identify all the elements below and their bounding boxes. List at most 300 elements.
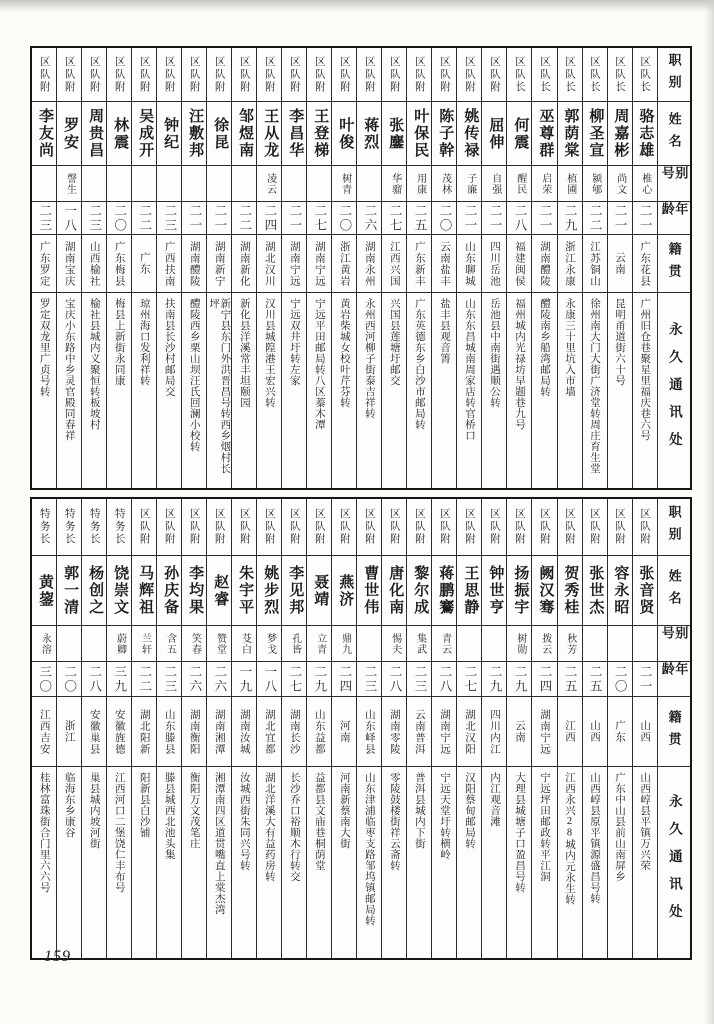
address-cell: 福州城内光禄坊早题巷九号 [513,298,525,430]
person-column [532,499,557,958]
origin-cell: 山东滕县 [157,697,181,767]
age-cell: 二二 [232,202,256,235]
alias-cell: 拨云 [532,626,556,662]
address-cell: 榆社县城内义聚恒转板坡村 [88,298,100,430]
origin-cell: 江西 [558,697,582,767]
rank-cell: 区队附 [633,499,657,556]
origin-cell: 山西 [583,697,607,767]
address-cell: 宁远平田邮局转八区蓁木潭 [313,298,325,430]
rank-cell: 区队附 [257,499,281,556]
alias-cell [482,626,506,662]
origin-cell: 浙江黄岩 [332,235,356,293]
age-cell: 二三 [407,662,431,697]
person-column [282,499,307,958]
age-cell: 二七 [307,202,331,235]
origin-cell: 河南 [332,697,356,767]
alias-cell: 华骝 [382,166,406,202]
rank-cell: 区队附 [207,499,231,556]
name-cell: 黎尔成 [407,556,431,626]
person-column [57,48,82,488]
person-column [608,499,633,958]
age-cell: 二七 [382,202,406,235]
address-cell: 永州西河柳子街泰吉祥转 [363,298,375,419]
rank-cell: 区队附 [407,499,431,556]
alias-cell: 颍郇 [583,166,607,202]
person-column [57,499,82,958]
name-cell: 蒋鹏鶱 [432,556,456,626]
origin-cell: 湖北汉川 [257,235,281,293]
person-column [507,499,532,958]
age-cell: 二〇 [107,202,131,235]
rank-cell: 区队长 [608,48,632,102]
name-cell: 曹世伟 [357,556,381,626]
age-cell: 二三 [32,202,56,235]
age-cell: 二一 [608,202,632,235]
address-cell: 琼州海口发利祥转 [138,298,150,386]
alias-cell [282,166,306,202]
header-origin-label: 籍贯 [658,697,690,767]
name-cell: 叶俊 [332,102,356,166]
alias-cell: 自强 [482,166,506,202]
age-cell: 二三 [357,662,381,697]
age-cell: 二一 [482,202,506,235]
name-cell: 李见邦 [282,556,306,626]
person-column [432,499,457,958]
age-cell: 二九 [507,662,531,697]
alias-cell [157,166,181,202]
rank-cell: 区队附 [432,48,456,102]
person-column [407,48,432,488]
name-cell: 汪敷邦 [182,102,206,166]
age-cell: 二二 [132,202,156,235]
scan-edge-right [704,0,714,1024]
name-cell: 朱宇平 [232,556,256,626]
origin-cell: 山西 [633,697,657,767]
name-cell: 屈伸 [482,102,506,166]
rank-cell: 区队附 [182,48,206,102]
alias-cell: 秋芳 [558,626,582,662]
alias-cell: 尚文 [608,166,632,202]
age-cell: 二八 [507,202,531,235]
age-cell: 二三 [82,202,106,235]
address-cell: 宁远坪田邮政转平江洞 [539,772,550,882]
rank-cell: 特务长 [32,499,56,556]
alias-cell: 謦生 [57,166,81,202]
name-cell: 钟世亨 [482,556,506,626]
name-cell: 钟纪 [157,102,181,166]
rank-cell: 特务长 [82,499,106,556]
name-cell: 王登梯 [307,102,331,166]
alias-cell: 兰轩 [132,626,156,662]
alias-cell: 树勋 [507,626,531,662]
alias-cell [82,166,106,202]
name-cell: 张鏖 [382,102,406,166]
rank-cell: 区队附 [282,499,306,556]
origin-cell: 山东聊城 [457,235,481,293]
alias-cell: 茂林 [432,166,456,202]
name-cell: 何震 [507,102,531,166]
age-cell: 二二 [132,662,156,697]
address-cell: 兴国县莲塘圩邮交 [388,298,400,386]
address-cell: 广州旧仓巷聚星里福庆巷六号 [639,298,651,441]
alias-cell [608,626,632,662]
alias-cell [107,166,131,202]
alias-cell [307,166,331,202]
age-cell: 二一 [207,202,231,235]
rank-cell: 区队附 [608,499,632,556]
age-cell: 二八 [82,662,106,697]
address-cell: 山东津浦临枣支路邹坞镇邮局转 [363,772,375,926]
origin-cell: 四川内江 [482,697,506,767]
origin-cell: 湖南汝城 [232,697,256,767]
name-cell: 黄鋆 [32,556,56,626]
origin-cell: 湖南永州 [357,235,381,293]
age-cell: 二九 [482,662,506,697]
rank-cell: 特务长 [107,499,131,556]
age-cell: 三九 [107,662,131,697]
header-address-label: 永久通讯处 [666,794,682,932]
person-column [633,499,658,958]
age-cell: 二六 [182,662,206,697]
header-address-label: 永久通讯处 [666,322,682,460]
alias-cell: 惕夫 [382,626,406,662]
name-cell: 柳圣宣 [583,102,607,166]
address-cell: 扶南县长沙村邮局交 [163,298,175,397]
address-cell: 桂林富珠街合门里六六号 [38,772,50,893]
address-cell: 零陵鼓楼街祥云斋转 [388,772,400,871]
origin-cell: 云南 [507,697,531,767]
age-cell: 二六 [207,662,231,697]
person-column [482,48,507,488]
name-cell: 骆志雄 [633,102,657,166]
rank-cell: 区队附 [132,48,156,102]
name-cell: 郭荫棠 [558,102,582,166]
name-cell: 贺秀桂 [558,556,582,626]
rank-cell: 区队附 [457,499,481,556]
rank-cell: 区队附 [207,48,231,102]
person-column [257,499,282,958]
alias-cell [57,626,81,662]
alias-cell [583,626,607,662]
address-cell: 宁远双井圩转左家 [288,298,300,386]
person-column [82,499,107,958]
rank-cell: 区队附 [482,48,506,102]
person-column [532,48,557,488]
alias-cell: 树青 [332,166,356,202]
person-column [182,499,207,958]
age-cell: 二一 [633,202,657,235]
origin-cell: 湖南宁远 [307,235,331,293]
origin-cell: 湖南新宁 [207,235,231,293]
person-column [107,48,132,488]
address-cell: 醴陵西乡栗山坝汪氏回澜小校转 [188,298,200,452]
origin-cell: 山东益都 [307,697,331,767]
person-column [32,48,57,488]
person-column [207,48,232,488]
age-cell: 二五 [407,202,431,235]
address-cell: 普洱县城内下街 [413,772,425,849]
name-cell: 阙汉骞 [532,556,556,626]
age-cell: 二九 [307,662,331,697]
address-cell: 衡阳万文茂笔庄 [188,772,200,849]
person-column [382,48,407,488]
name-cell: 徐昆 [207,102,231,166]
rank-cell: 区队附 [307,48,331,102]
age-cell: 二〇 [608,662,632,697]
rank-cell: 区队附 [332,48,356,102]
roster-table-lower [30,497,692,960]
alias-cell: 永溶 [32,626,56,662]
header-name-label: 姓名 [658,556,690,626]
age-cell: 二一 [282,202,306,235]
address-cell: 湖北洋溪大有益药房转 [263,772,275,882]
age-cell: 三〇 [32,662,56,697]
rank-cell: 区队长 [583,48,607,102]
origin-cell: 安徽旌德 [107,697,131,767]
address-cell: 昆明甬道街六十号 [614,298,626,386]
rank-cell: 区队附 [157,499,181,556]
address-cell: 新化县洋溪常丰坦颐园 [238,298,250,408]
alias-cell [182,166,206,202]
address-cell: 内江观音滩 [488,772,500,827]
origin-cell: 广东花县 [633,235,657,293]
header-age-label: 年龄 [658,202,690,235]
scan-edge-top [0,0,714,12]
rank-cell: 区队附 [32,48,56,102]
rank-cell: 区队附 [432,499,456,556]
origin-cell: 云南盐丰 [432,235,456,293]
name-cell: 燕济 [332,556,356,626]
age-cell: 二七 [282,662,306,697]
address-cell: 山西崞县原平镇源盛昌号转 [589,772,601,904]
origin-cell: 江苏铜山 [583,235,607,293]
person-column [558,499,583,958]
age-cell: 二九 [558,202,582,235]
alias-cell [633,626,657,662]
header-age-label: 年龄 [658,662,690,697]
name-cell: 扬振宇 [507,556,531,626]
name-cell: 郭一清 [57,556,81,626]
origin-cell: 湖南宁远 [532,697,556,767]
rank-cell: 区队附 [507,499,531,556]
roster-table-upper [30,46,692,490]
origin-cell: 云南 [608,235,632,293]
age-cell: 二八 [432,662,456,697]
name-cell: 林震 [107,102,131,166]
age-cell: 二四 [532,662,556,697]
origin-cell: 湖南新化 [232,235,256,293]
address-cell: 汉川县城隍港王宏兴转 [263,298,275,408]
person-column [583,499,608,958]
rank-cell: 区队附 [232,499,256,556]
rank-cell: 区队附 [132,499,156,556]
origin-cell: 安徽巢县 [82,697,106,767]
person-column [357,48,382,488]
rank-cell: 区队附 [482,499,506,556]
person-column [558,48,583,488]
age-cell: 二四 [257,202,281,235]
address-cell: 广东中山县前山南屏乡 [614,772,626,882]
rank-cell: 区队附 [457,48,481,102]
page-number: 159 [44,948,71,965]
origin-cell: 山西榆社 [82,235,106,293]
origin-cell: 湖北汉阳 [457,697,481,767]
person-column [232,499,257,958]
rank-cell: 区队附 [57,48,81,102]
address-cell: 罗定双龙里广贞号转 [38,298,50,397]
alias-cell: 集武 [407,626,431,662]
alias-cell [357,626,381,662]
alias-cell [357,166,381,202]
origin-cell: 湖北宜都 [257,697,281,767]
address-cell: 滕县城西北池头集 [163,772,175,860]
address-cell: 河南新蔡南大街 [338,772,350,849]
origin-cell: 广东 [132,235,156,293]
address-cell: 广东英德东乡白沙市邮局转 [413,298,425,430]
age-cell: 二一 [633,662,657,697]
rank-cell: 区队附 [407,48,431,102]
rank-cell: 区队附 [82,48,106,102]
person-column [457,48,482,488]
alias-cell: 笑春 [182,626,206,662]
origin-cell: 湖南衡阳 [182,697,206,767]
age-cell: 二三 [157,202,181,235]
address-cell: 汉阳蔡甸邮局转 [463,772,475,849]
name-cell: 姚步烈 [257,556,281,626]
rank-cell: 特务长 [57,499,81,556]
name-cell: 容永昭 [608,556,632,626]
address-cell: 临海东乡康谷 [63,772,75,838]
origin-cell: 湖南湘潭 [207,697,231,767]
origin-cell: 四川岳池 [482,235,506,293]
person-column [332,499,357,958]
person-column [382,499,407,958]
address-cell: 盐丰县观音箐 [438,298,450,364]
person-column [182,48,207,488]
age-cell: 二四 [332,662,356,697]
age-cell: 二五 [558,662,582,697]
person-column [132,499,157,958]
name-cell: 王思静 [457,556,481,626]
age-cell: 二一 [457,202,481,235]
alias-cell: 凌云 [257,166,281,202]
origin-cell: 湖南宝庆 [57,235,81,293]
rank-cell: 区队附 [332,499,356,556]
alias-cell [207,166,231,202]
age-cell: 一八 [57,202,81,235]
address-cell: 山西崞县平镇万兴荣 [639,772,651,871]
alias-cell: 芟白 [232,626,256,662]
person-column [482,499,507,958]
address-cell: 江西河口二堡饶仁丰布号 [113,772,125,893]
address-cell: 新宁县东门外洪晋昌号转西乡烟村长坪 [208,298,231,474]
name-cell: 张音贤 [633,556,657,626]
alias-cell: 赞堂 [207,626,231,662]
header-name-label: 姓名 [658,102,690,166]
alias-cell [132,166,156,202]
rank-cell: 区队附 [157,48,181,102]
name-cell: 王从龙 [257,102,281,166]
rank-cell: 区队附 [232,48,256,102]
rank-cell: 区队附 [382,499,406,556]
name-cell: 唐化南 [382,556,406,626]
name-cell: 邹煜南 [232,102,256,166]
alias-cell: 鼎九 [332,626,356,662]
address-cell: 岳池县中南街遇顺公转 [488,298,500,408]
age-cell: 二〇 [332,202,356,235]
rank-cell: 区队附 [182,499,206,556]
origin-cell: 广东梅县 [107,235,131,293]
name-cell: 叶保民 [407,102,431,166]
person-column [583,48,608,488]
origin-cell: 浙江永康 [558,235,582,293]
rank-cell: 区队附 [357,48,381,102]
person-column [457,499,482,958]
address-cell: 汝城西街朱同兴号转 [238,772,250,871]
person-column [82,48,107,488]
rank-cell: 区队附 [382,48,406,102]
alias-cell: 孔皆 [282,626,306,662]
person-column [207,499,232,958]
address-cell: 益都县文庙巷桐荫堂 [313,772,325,871]
origin-cell: 浙江 [57,697,81,767]
name-cell: 赵睿 [207,556,231,626]
person-column [307,499,332,958]
origin-cell: 广东新丰 [407,235,431,293]
rank-cell: 区队附 [558,499,582,556]
name-cell: 聂靖 [307,556,331,626]
rank-cell: 区队长 [532,48,556,102]
origin-cell: 湖南醴陵 [182,235,206,293]
name-cell: 饶崇文 [107,556,131,626]
person-column [507,48,532,488]
alias-cell: 植圃 [558,166,582,202]
age-cell: 二〇 [57,662,81,697]
rank-cell: 区队附 [532,499,556,556]
age-cell: 二一 [182,202,206,235]
origin-cell: 广东罗定 [32,235,56,293]
person-column [357,499,382,958]
alias-cell [82,626,106,662]
age-cell: 二一 [532,202,556,235]
address-cell: 宝庆小东路中乡灵官殿同春祥 [63,298,75,441]
header-alias-label: 别号 [658,166,690,202]
person-column [407,499,432,958]
alias-cell: 用康 [407,166,431,202]
rank-cell: 区队附 [307,499,331,556]
header-origin-label: 籍贯 [658,235,690,293]
name-cell: 杨创之 [82,556,106,626]
address-cell: 黄岩柴城女校叶芹芬转 [338,298,350,408]
name-cell: 蒋烈 [357,102,381,166]
origin-cell: 江西吉安 [32,697,56,767]
name-cell: 李昌华 [282,102,306,166]
alias-cell: 醒民 [507,166,531,202]
alias-cell: 椎心 [633,166,657,202]
origin-cell: 湖南长沙 [282,697,306,767]
rank-cell: 区队附 [583,499,607,556]
name-cell: 陈子幹 [432,102,456,166]
alias-cell: 启荣 [532,166,556,202]
origin-cell: 湖南醴陵 [532,235,556,293]
address-cell: 醴陵南乡船湾邮局转 [539,298,550,397]
age-cell: 二二 [583,202,607,235]
address-cell: 巢县城内坡河街 [88,772,100,849]
name-cell: 姚传禄 [457,102,481,166]
origin-cell: 湖南宁远 [432,697,456,767]
name-cell: 张世杰 [583,556,607,626]
alias-cell: 子廉 [457,166,481,202]
